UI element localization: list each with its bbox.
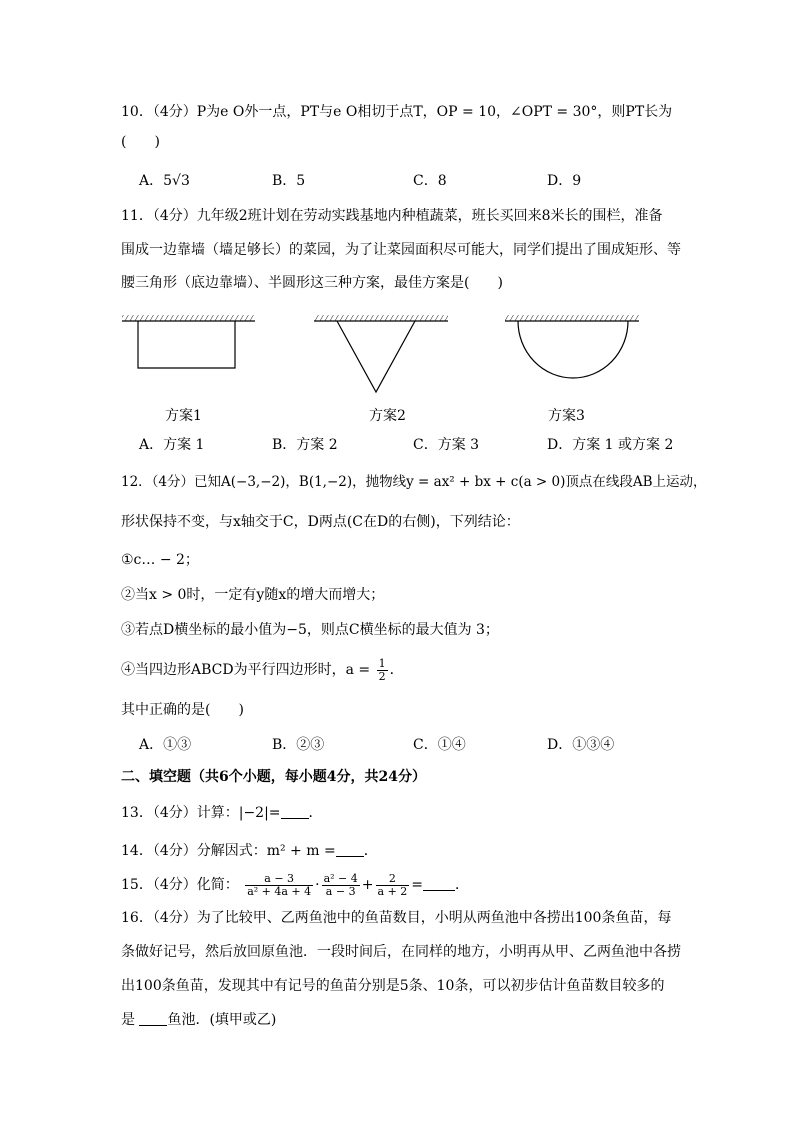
q12-statement-2: ②当x > 0时，一定有y随x的增大而增大； — [121, 587, 385, 603]
q12-s4-fraction — [377, 658, 388, 683]
q16-line4 — [121, 1010, 276, 1030]
plan2-caption: 方案2 — [369, 408, 406, 424]
q14-line — [121, 841, 378, 861]
q15-equals: = — [411, 877, 424, 893]
q13-line — [121, 803, 323, 823]
q10-number: 10．（4分） — [121, 104, 197, 120]
plan3-figure — [505, 315, 639, 378]
q16-line2: 条做好记号，然后放回原鱼池．一段时间后，在同样的地方，小明再从甲、乙两鱼池中各捞 — [121, 944, 681, 960]
q12-option-b: B．②③ — [272, 737, 325, 753]
q11-line1: 11．（4分）九年级2班计划在劳动实践基地内种植蔬菜，班长买回来8米长的围栏，准备 — [121, 208, 663, 224]
q12-s4-suffix: ． — [389, 662, 404, 678]
q10-stem: P为e O外一点，PT与e O相切于点T，OP = 10，∠OPT = 30°，则PT长为 — [196, 104, 673, 120]
q15-suffix: ． — [455, 877, 470, 893]
q11-option-a: A．方案 1 — [139, 437, 205, 453]
q10-option-d: D．9 — [547, 173, 582, 189]
plan1-figure — [122, 315, 255, 368]
q12-statement-1: ①c… − 2； — [121, 552, 199, 568]
q16-line3: 出100条鱼苗，发现其中有记号的鱼苗分别是5条、10条，可以初步估计鱼苗数目较多的 — [121, 978, 665, 994]
q15-dot: · — [315, 877, 320, 893]
q13-suffix: ． — [308, 805, 323, 821]
q11-option-c: C．方案 3 — [413, 437, 480, 453]
q10-option-b: B．5 — [272, 173, 306, 189]
q15-stem: 15．（4分）化简： — [121, 877, 239, 893]
q11-figures — [0, 0, 794, 420]
q12-line1: 12．（4分）已知A(−3,−2)，B(1,−2)，抛物线y = ax² + bx + c(a > 0)顶点在线段AB上运动， — [121, 474, 707, 490]
plan3-caption: 方案3 — [548, 408, 585, 424]
q12-option-c: C．①④ — [413, 737, 466, 753]
plan2-figure — [314, 315, 448, 392]
q13-answer-blank[interactable] — [281, 804, 309, 819]
plan2-triangle — [337, 321, 415, 392]
q12-s4-denominator: 2 — [378, 669, 386, 683]
q15-f3-denominator: a + 2 — [377, 884, 408, 898]
plan3-wall-hatch — [505, 315, 639, 321]
q16-line1: 16．（4分）为了比较甲、乙两鱼池中的鱼苗数目，小明从两鱼池中各捞出100条鱼苗，每 — [121, 910, 672, 926]
q12-statement-4 — [121, 655, 404, 685]
q15-f1-denominator: a² + 4a + 4 — [247, 884, 312, 898]
q12-ask: 其中正确的是( ) — [121, 702, 244, 718]
q15-fraction-2 — [322, 873, 360, 898]
q10-option-c: C．8 — [413, 173, 447, 189]
q15-fraction-3 — [376, 873, 410, 898]
plan1-rectangle — [138, 321, 235, 368]
q15-f2-denominator: a − 3 — [325, 884, 356, 898]
q12-statement-3: ③若点D横坐标的最小值为−5，则点C横坐标的最大值为 3； — [121, 622, 499, 638]
q14-answer-blank[interactable] — [336, 842, 364, 857]
plan1-caption: 方案1 — [165, 408, 202, 424]
q15-f3-numerator: 2 — [376, 873, 410, 886]
q12-s4-numerator: 1 — [378, 656, 386, 670]
q10-line2: ( ) — [121, 134, 160, 150]
q14-suffix: ． — [363, 843, 378, 859]
q15-plus: + — [361, 877, 374, 893]
q11-line2: 围成一边靠墙（墙足够长）的菜园，为了让菜园面积尽可能大，同学们提出了围成矩形、等 — [121, 242, 681, 258]
q15-f1-numerator: a − 3 — [245, 873, 313, 886]
q12-s4-text: ④当四边形ABCD为平行四边形时，a = — [121, 662, 371, 678]
q16-line4-prefix: 是 — [121, 1012, 135, 1028]
q11-option-d: D．方案 1 或方案 2 — [547, 437, 674, 453]
plan2-wall-hatch — [314, 315, 448, 321]
q15-f2-numerator: a² − 4 — [323, 871, 358, 885]
plan3-semicircle — [518, 321, 628, 378]
q12-option-d: D．①③④ — [547, 737, 615, 753]
plan1-wall-hatch — [122, 315, 255, 321]
q12-line2: 形状保持不变，与x轴交于C，D两点(C在D的右侧)，下列结论： — [121, 514, 520, 530]
q11-line3: 腰三角形（底边靠墙）、半圆形这三种方案，最佳方案是( ) — [121, 275, 503, 291]
q16-line4-suffix: 鱼池．(填甲或乙) — [167, 1012, 277, 1028]
q15-line — [121, 868, 469, 902]
section2-title: 二、填空题（共6个小题，每小题4分，共24分） — [121, 769, 426, 785]
q10-option-a: A．5√3 — [139, 173, 190, 189]
q15-answer-blank[interactable] — [423, 876, 455, 891]
q14-stem: 14．（4分）分解因式：m² + m = — [121, 843, 336, 859]
q16-answer-blank[interactable] — [139, 1011, 167, 1026]
q13-stem: 13．（4分）计算：|−2|= — [121, 805, 281, 821]
q15-fraction-1 — [245, 873, 313, 898]
q11-option-b: B．方案 2 — [272, 437, 338, 453]
q12-option-a: A．①③ — [139, 737, 192, 753]
